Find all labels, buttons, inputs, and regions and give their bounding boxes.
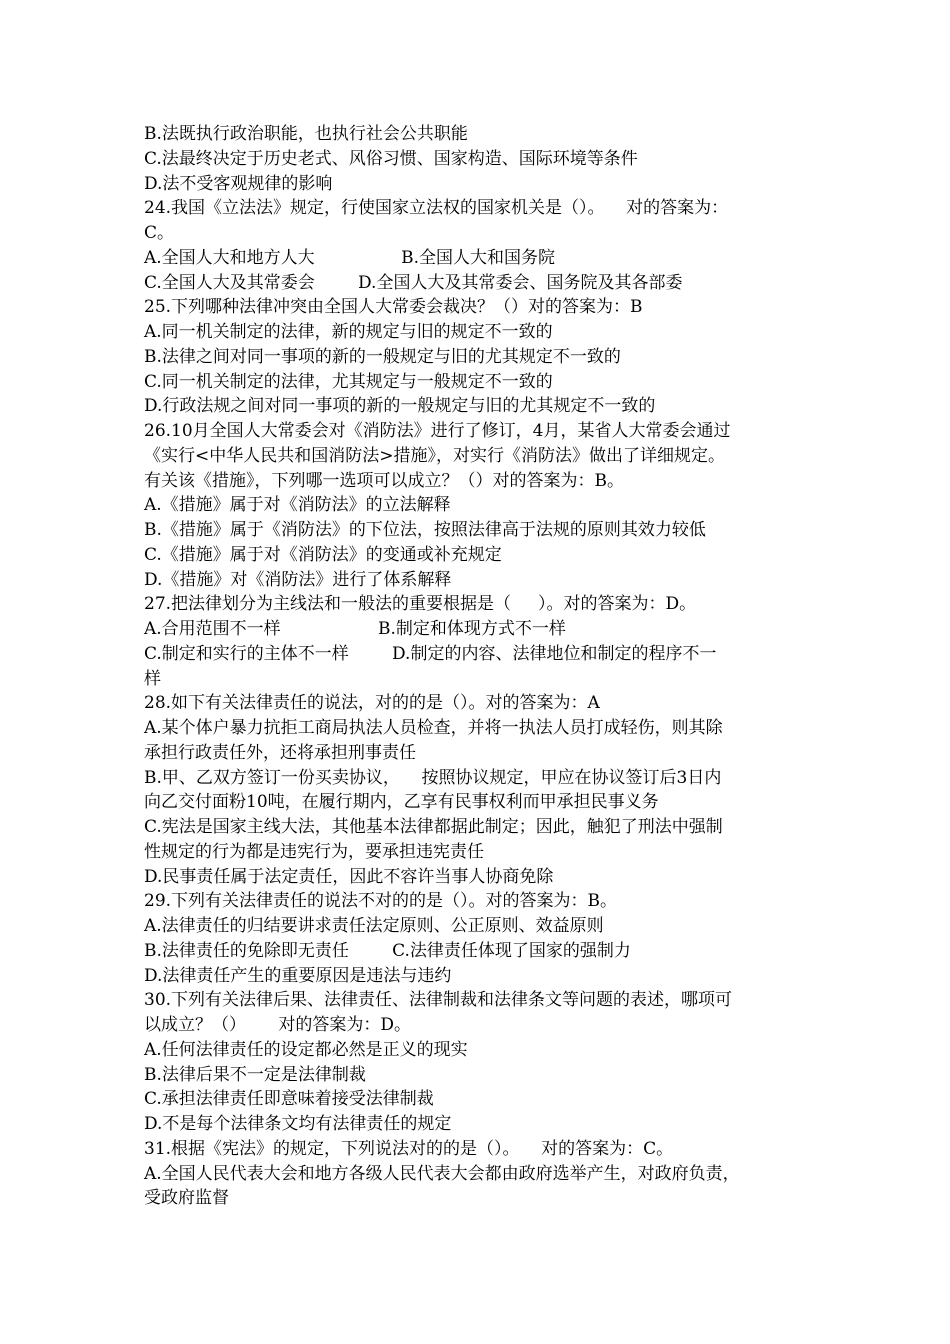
text-line: C.承担法律责任即意味着接受法律制裁 (144, 1089, 434, 1110)
text-line: 向乙交付面粉10吨，在履行期内，乙享有民事权利而甲承担民事义务 (144, 792, 659, 813)
text-line: D.法律责任产生的重要原因是违法与违约 (144, 965, 452, 986)
text-line: B.法律责任的免除即无责任 C.法律责任体现了国家的强制力 (144, 940, 631, 961)
text-line: A.法律责任的归结要讲求责任法定原则、公正原则、效益原则 (144, 916, 604, 936)
text-line: 有关该《措施》，下列哪一选项可以成立？（）对的答案为：B。 (144, 470, 624, 491)
text-line: A.同一机关制定的法律，新的规定与旧的规定不一致的 (144, 322, 553, 342)
text-line: C.法最终决定于历史老式、风俗习惯、国家构造、国际环境等条件 (144, 148, 638, 169)
text-line: A.合用范围不一样 B.制定和体现方式不一样 (144, 619, 566, 639)
text-line: C。 (144, 223, 175, 243)
text-line: 性规定的行为都是违宪行为，要承担违宪责任 (144, 841, 484, 862)
text-line: C.《措施》属于对《消防法》的变通或补充规定 (144, 544, 502, 565)
text-line: 承担行政责任外，还将承担刑事责任 (144, 742, 416, 763)
question-26: 26.10月全国人大常委会对《消防法》进行了修订，4月，某省人大常委会通过 (144, 421, 731, 441)
text-line: C.全国人大及其常委会 D.全国人大及其常委会、国务院及其各部委 (144, 272, 683, 293)
text-line: D.法不受客观规律的影响 (144, 173, 333, 194)
question-28: 28.如下有关法律责任的说法，对的的是（）。对的答案为：A (144, 693, 600, 714)
text-line: A.全国人大和地方人大 B.全国人大和国务院 (144, 247, 556, 268)
text-line: B.《措施》属于《消防法》的下位法，按照法律高于法规的原则其效力较低 (144, 520, 706, 540)
text-line: A.某个体户暴力抗拒工商局执法人员检查，并将一执法人员打成轻伤，则其除 (144, 718, 723, 738)
text-line: B.法律后果不一定是法律制裁 (144, 1064, 366, 1085)
text-line: D.民事责任属于法定责任，因此不容许当事人协商免除 (144, 866, 554, 887)
text-line: B.法既执行政治职能，也执行社会公共职能 (144, 124, 468, 144)
text-line: 《实行<中华人民共和国消防法>措施》，对实行《消防法》做出了详细规定。 (144, 445, 725, 466)
text-line: B.甲、乙双方签订一份买卖协议， 按照协议规定，甲应在协议签订后3日内 (144, 767, 722, 788)
question-31: 31.根据《宪法》的规定，下列说法对的的是（）。 对的答案为：C。 (144, 1138, 674, 1159)
question-30: 30.下列有关法律后果、法律责任、法律制裁和法律条文等问题的表述，哪项可 (144, 990, 733, 1011)
text-line: 样 (144, 668, 161, 689)
text-line: A.《措施》属于对《消防法》的立法解释 (144, 495, 451, 516)
text-line: 以成立？（） 对的答案为：D。 (144, 1015, 412, 1035)
text-line: C.同一机关制定的法律，尤其规定与一般规定不一致的 (144, 371, 553, 392)
text-line: A.全国人民代表大会和地方各级人民代表大会都由政府选举产生，对政府负责， (144, 1163, 740, 1184)
question-29: 29.下列有关法律责任的说法不对的的是（）。对的答案为：B。 (144, 891, 618, 912)
text-line: D.行政法规之间对同一事项的新的一般规定与旧的尤其规定不一致的 (144, 396, 656, 417)
text-line: C.制定和实行的主体不一样 D.制定的内容、法律地位和制定的程序不一 (144, 643, 717, 664)
document-page (144, 122, 812, 1211)
text-line: A.任何法律责任的设定都必然是正义的现实 (144, 1039, 468, 1060)
text-line: B.法律之间对同一事项的新的一般规定与旧的尤其规定不一致的 (144, 346, 621, 367)
question-24: 24.我国《立法法》规定，行使国家立法权的国家机关是（）。 对的答案为： (144, 198, 729, 219)
text-line: C.宪法是国家主线大法，其他基本法律都据此制定；因此，触犯了刑法中强制 (144, 817, 723, 837)
text-line: D.《措施》对《消防法》进行了体系解释 (144, 569, 452, 590)
question-25: 25.下列哪种法律冲突由全国人大常委会裁决？（）对的答案为：B (144, 297, 643, 318)
text-line: D.不是每个法律条文均有法律责任的规定 (144, 1114, 452, 1134)
question-27: 27.把法律划分为主线法和一般法的重要根据是（ ）。对的答案为：D。 (144, 594, 697, 615)
text-line: 受政府监督 (144, 1188, 229, 1209)
